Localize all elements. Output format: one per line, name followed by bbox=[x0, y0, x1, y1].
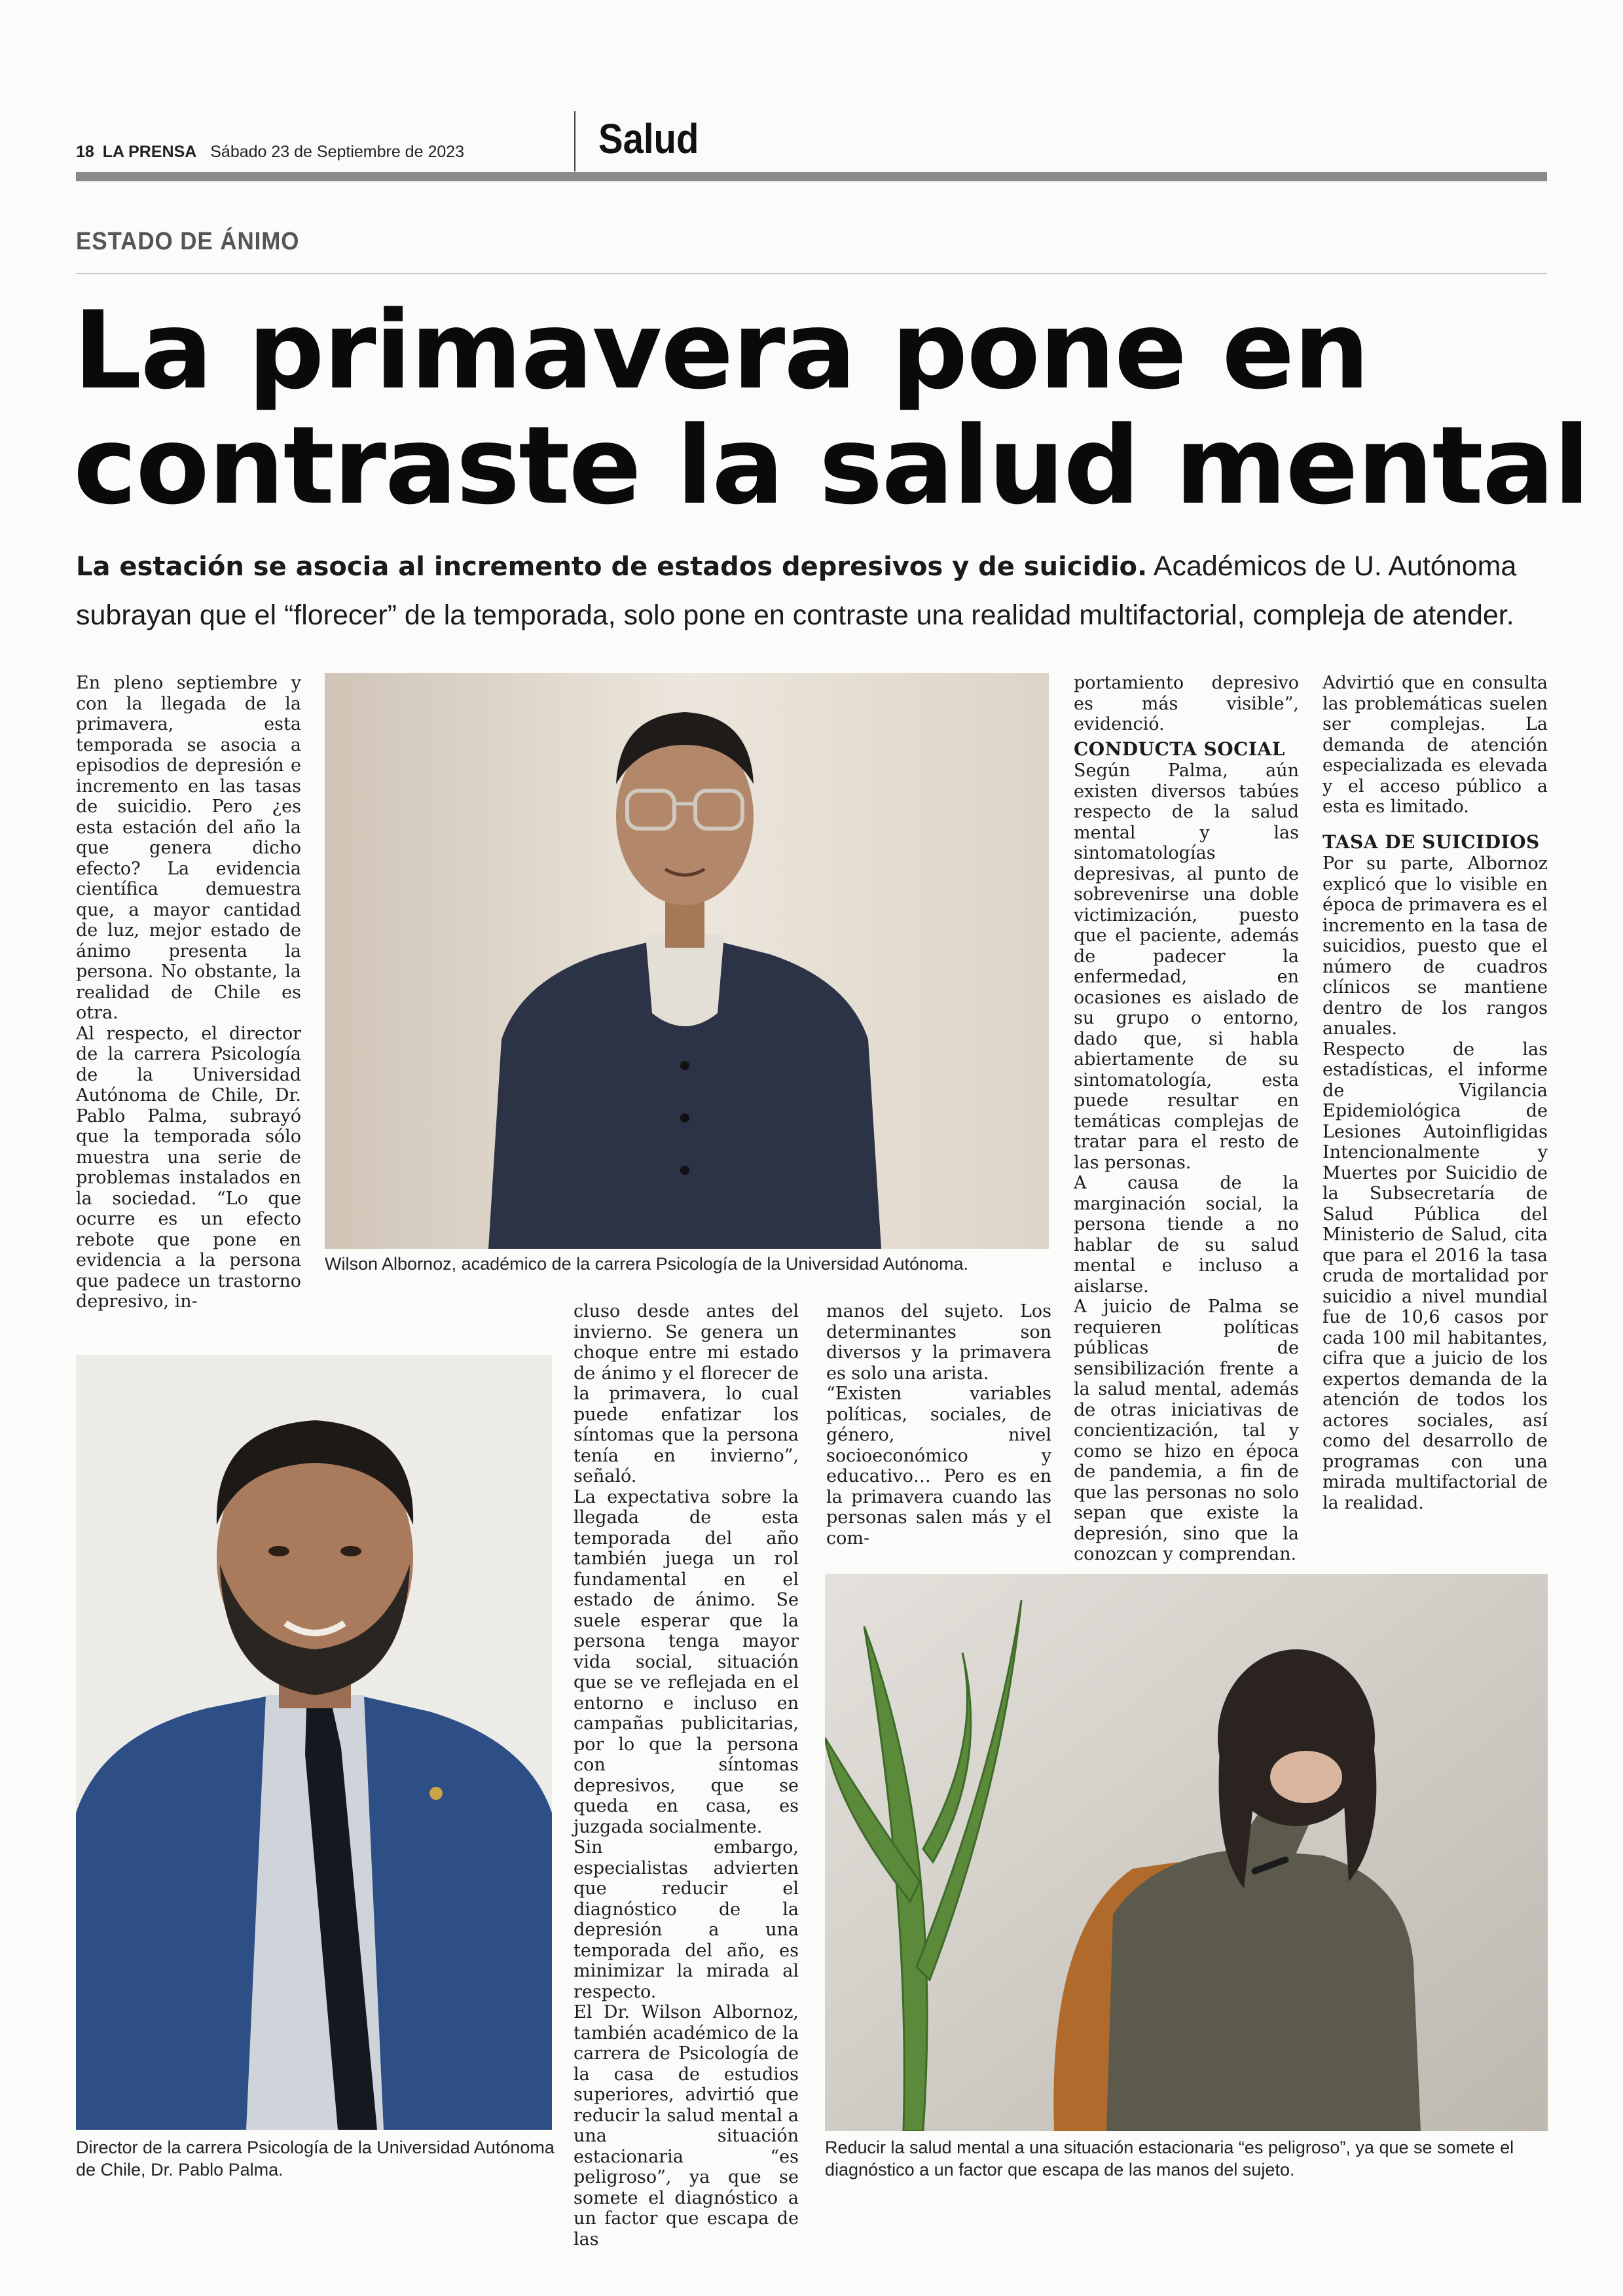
photo-pablo-palma bbox=[76, 1355, 552, 2130]
subhead-conducta-social: CONDUCTA SOCIAL bbox=[1074, 738, 1285, 760]
body-paragraph: portamiento depresivo es más visible”, evidenció. bbox=[1074, 673, 1299, 734]
header-bar bbox=[76, 172, 1547, 181]
headline-line-1: La primavera pone en bbox=[73, 288, 1369, 413]
body-paragraph: Advirtió que en consulta las problemáticas suelen ser complejas. La demanda de atención especializada es elevada y el acceso público a esta es limitado. bbox=[1322, 673, 1548, 817]
caption-albornoz: Wilson Albornoz, académico de la carrera Psicología de la Universidad Autónoma. bbox=[325, 1254, 969, 1274]
page-header-info bbox=[76, 143, 464, 162]
caption-palma: Director de la carrera Psicología de la Universidad Autónoma de Chile, Dr. Pablo Palma. bbox=[76, 2138, 555, 2179]
body-column-2 bbox=[574, 1301, 799, 2250]
headline-line-2: contraste la salud mental bbox=[73, 403, 1589, 528]
body-column-3-top bbox=[1074, 673, 1299, 1565]
subhead-tasa-de-suicidios: TASA DE SUICIDIOS bbox=[1322, 831, 1540, 853]
publication-name: LA PRENSA bbox=[102, 143, 197, 161]
publication-date: Sábado 23 de Septiembre de 2023 bbox=[210, 143, 465, 161]
header-divider bbox=[574, 111, 575, 171]
albornoz-portrait-image bbox=[325, 673, 1049, 1249]
article-headline bbox=[73, 288, 1589, 528]
body-paragraph: La expectativa sobre la llegada de esta temporada del año también juega un rol fundamental en el estado de ánimo. Se suele esperar que la persona tenga mayor vida social, situación que se ve reflejada en el entorno e incluso en campañas publicitarias, por lo que la persona con síntomas depresivos, que se queda en casa, es juzgada socialmente. bbox=[574, 1486, 799, 1837]
body-column-3-bottom bbox=[826, 1301, 1051, 1549]
section-title: Salud bbox=[598, 115, 699, 162]
woman-image bbox=[825, 1574, 1548, 2131]
body-paragraph: manos del sujeto. Los determinantes son diversos y la primavera es solo una arista. bbox=[826, 1301, 1051, 1384]
body-paragraph: En pleno septiembre y con la llegada de la primavera, esta temporada se asocia a episodios de depresión e incremento en las tasas de suicidio. Pero ¿es esta estación del año la que genera dicho efecto? La evidencia científica demuestra que, a mayor cantidad de luz, mejor estado de ánimo presenta la persona. No obstante, la realidad de Chile es otra. bbox=[76, 673, 301, 1023]
page-number: 18 bbox=[76, 143, 94, 161]
article-kicker: ESTADO DE ÁNIMO bbox=[76, 228, 300, 255]
body-column-4 bbox=[1322, 673, 1548, 1513]
body-paragraph: A juicio de Palma se requieren políticas públicas de sensibilización frente a la salud mental, además de otras iniciativas de concientización, tal y como se hizo en época de pandemia, a fin de que las personas no solo sepan que existe la depresión, sino que la conozcan y comprendan. bbox=[1074, 1297, 1299, 1564]
body-paragraph: “Existen variables políticas, sociales, de género, nivel socioeconómico y educativo… Pero es en la primavera cuando las personas salen más y el com- bbox=[826, 1384, 1051, 1549]
palma-portrait-image bbox=[76, 1355, 552, 2130]
photo-woman-distressed bbox=[825, 1574, 1548, 2131]
body-paragraph: Sin embargo, especialistas advierten que reducir el diagnóstico de la depresión a una temporada del año, es minimizar la mirada al respecto. bbox=[574, 1837, 799, 2002]
deck-bold: La estación se asocia al incremento de estados depresivos y de suicidio. bbox=[76, 552, 1148, 582]
body-column-1 bbox=[76, 673, 301, 1312]
body-paragraph: Por su parte, Albornoz explicó que lo visible en época de primavera es el incremento en la tasa de suicidios, puesto que el número de cuadros clínicos se mantiene dentro de los rangos anuales. bbox=[1322, 853, 1548, 1039]
photo-wilson-albornoz bbox=[325, 673, 1049, 1249]
body-paragraph: A causa de la marginación social, la persona tiende a no hablar de su salud mental e incluso a aislarse. bbox=[1074, 1173, 1299, 1297]
kicker-divider bbox=[76, 273, 1547, 274]
body-paragraph: El Dr. Wilson Albornoz, también académico de la carrera de Psicología de la casa de estudios superiores, advirtió que reducir la salud mental a una situación estacionaria “es peligroso”, ya que se somete el diagnóstico a un factor que escapa de las bbox=[574, 2002, 799, 2250]
body-paragraph: Al respecto, el director de la carrera Psicología de la Universidad Autónoma de Chile, Dr. Pablo Palma, subrayó que la temporada sólo muestra una serie de problemas instalados en la sociedad. “Lo que ocurre es un efecto rebote que pone en evidencia a la persona que padece un trastorno depresivo, in- bbox=[76, 1023, 301, 1312]
article-deck bbox=[76, 542, 1556, 639]
body-paragraph: cluso desde antes del invierno. Se genera un choque entre mi estado de ánimo y el florecer de la primavera, lo cual puede enfatizar los síntomas que la persona tenía en invierno”, señaló. bbox=[574, 1301, 799, 1486]
body-paragraph: Según Palma, aún existen diversos tabúes respecto de la salud mental y las sintomatologías depresivas, al punto de sobrevenirse una doble victimización, puesto que el paciente, además de padecer la enfermedad, en ocasiones es aislado de su grupo o entorno, dado que, si habla abiertamente de su sintomatología, esta puede resultar en temáticas complejas de tratar para el resto de las personas. bbox=[1074, 761, 1299, 1173]
body-paragraph: Respecto de las estadísticas, el informe de Vigilancia Epidemiológica de Lesiones Autoinfligidas Intencionalmente y Muertes por Suicidio de la Subsecretaría de Salud Pública del Ministerio de Salud, cita que para el 2016 la tasa cruda de mortalidad por suicidio a nivel mundial fue de 10,6 casos por cada 100 mil habitantes, cifra que a juicio de los expertos demanda de la atención de todos los actores sociales, así como del desarrollo de programas con una mirada multifactorial de la realidad. bbox=[1322, 1039, 1548, 1513]
deck-text: Académicos de U. Autónoma subrayan que el “florecer” de la temporada, solo pone en contraste una realidad multifactorial, compleja de atender. bbox=[76, 550, 1517, 631]
caption-woman: Reducir la salud mental a una situación estacionaria “es peligroso”, ya que se somete el diagnóstico a un factor que escapa de las manos del sujeto. bbox=[825, 2138, 1514, 2179]
